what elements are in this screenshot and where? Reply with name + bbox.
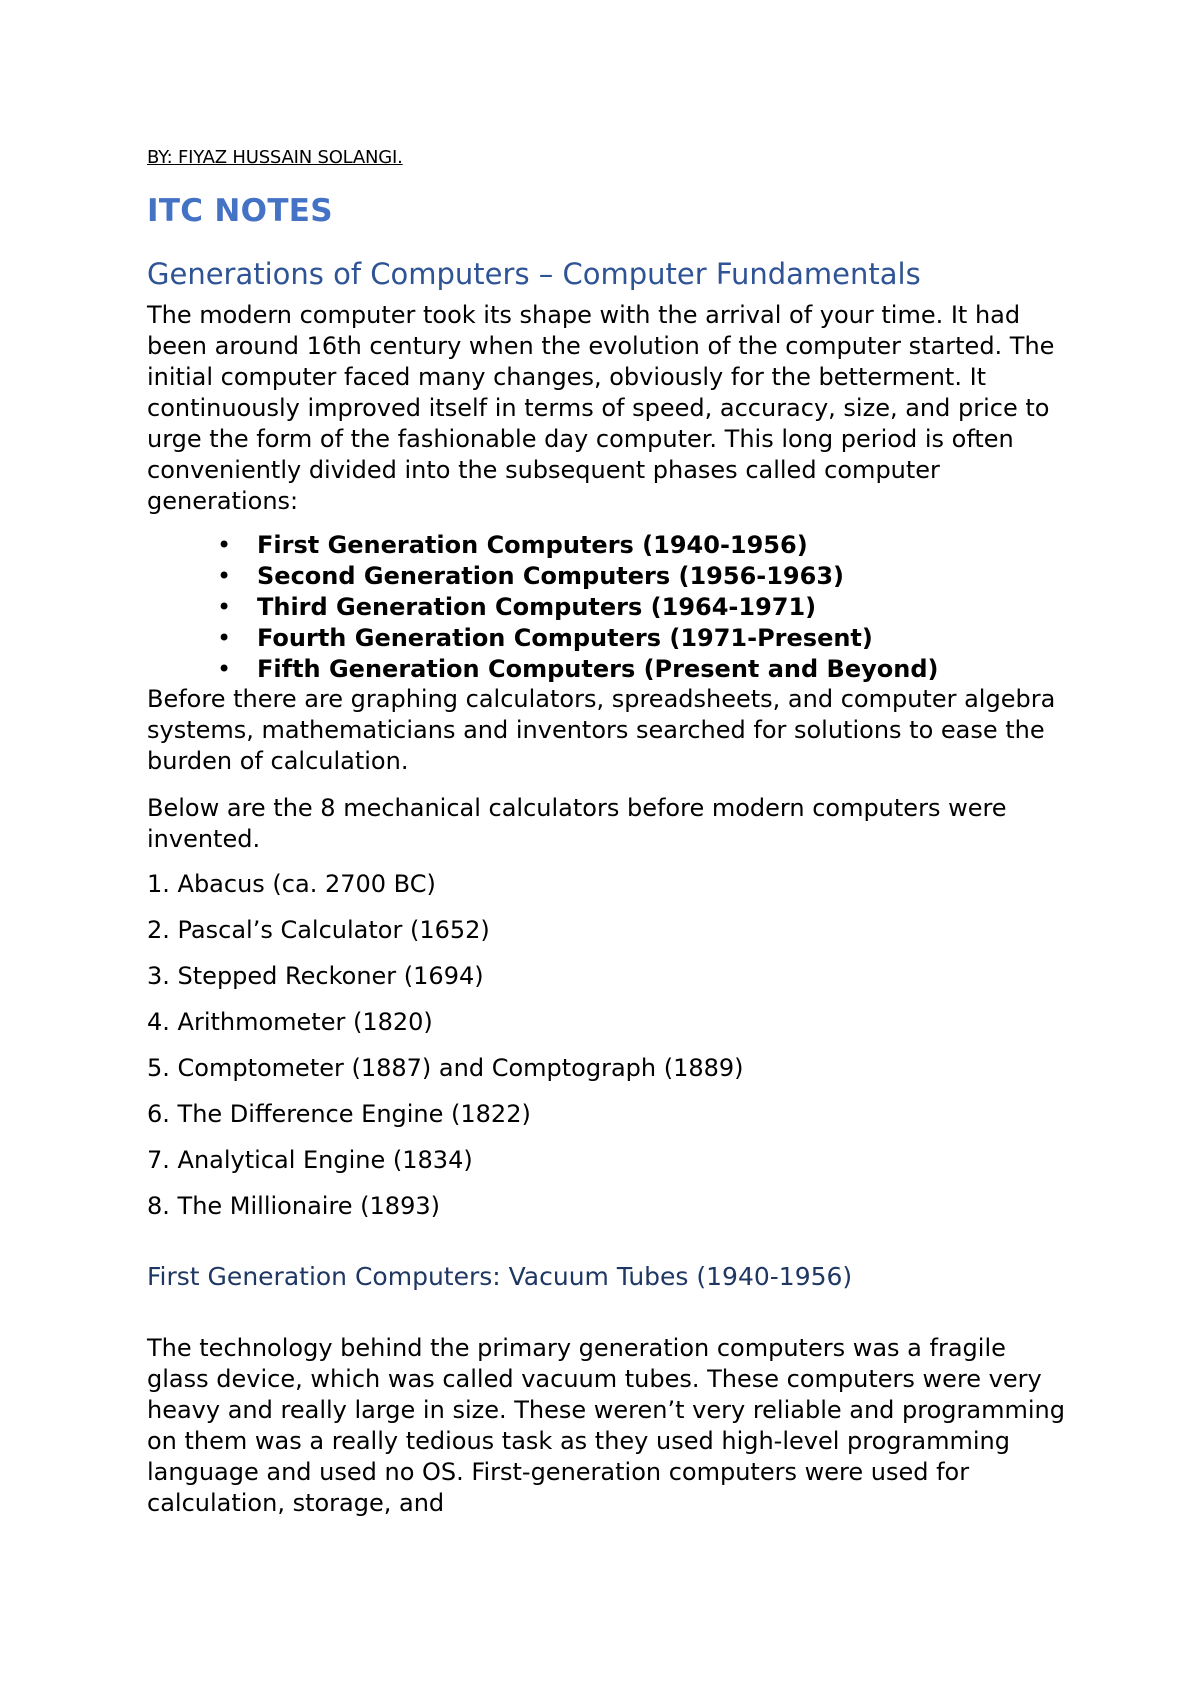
list-item: 1. Abacus (ca. 2700 BC) [147,870,436,898]
bullet-icon: • [217,531,232,559]
list-item-label: Fourth Generation Computers (1971-Present) [257,624,873,652]
list-item: 6. The Difference Engine (1822) [147,1100,531,1128]
list-item [147,592,938,623]
section-heading: Generations of Computers – Computer Fundamentals [147,257,921,291]
list-item [147,623,938,654]
intro-paragraph: The modern computer took its shape with the arrival of your time. It had been around 16th century when the evolution of the computer started. The initial computer faced many changes, obviously for the betterment. It continuously improved itself in terms of speed, accuracy, size, and price to urge the form of the fashionable day computer. This long period is often conveniently divided into the subsequent phases called computer generations: [147,301,1055,515]
bullet-icon: • [217,593,232,621]
list-item [147,654,938,685]
list-item-label: Second Generation Computers (1956-1963) [257,562,844,590]
bullet-icon: • [217,562,232,590]
document-title: ITC NOTES [147,193,333,229]
list-item: 7. Analytical Engine (1834) [147,1146,473,1174]
calculators-list [147,869,744,1237]
list-item: 2. Pascal’s Calculator (1652) [147,916,490,944]
bullet-icon: • [217,655,232,683]
list-item [147,530,938,561]
before-paragraph: Before there are graphing calculators, spreadsheets, and computer algebra systems, mathematicians and inventors searched for solutions to ease the burden of calculation. [147,685,1056,775]
list-item: 5. Comptometer (1887) and Comptograph (1889) [147,1054,744,1082]
generations-list [147,530,938,685]
list-item-label: Third Generation Computers (1964-1971) [257,593,817,621]
list-item: 8. The Millionaire (1893) [147,1192,440,1220]
below-paragraph: Below are the 8 mechanical calculators before modern computers were invented. [147,794,1007,853]
first-gen-paragraph: The technology behind the primary generation computers was a fragile glass device, which was called vacuum tubes. These computers were very heavy and really large in size. These weren’t very reliable and programming on them was a really tedious task as they used high-level programming language and used no OS. First-generation computers were used for calculation, storage, and [147,1334,1065,1517]
list-item: 4. Arithmometer (1820) [147,1008,433,1036]
bullet-icon: • [217,624,232,652]
list-item-label: First Generation Computers (1940-1956) [257,531,808,559]
list-item [147,561,938,592]
list-item-label: Fifth Generation Computers (Present and Beyond) [257,655,939,683]
first-gen-heading: First Generation Computers: Vacuum Tubes (1940-1956) [147,1262,853,1291]
author-byline: BY: FIYAZ HUSSAIN SOLANGI. [147,147,403,168]
list-item: 3. Stepped Reckoner (1694) [147,962,484,990]
